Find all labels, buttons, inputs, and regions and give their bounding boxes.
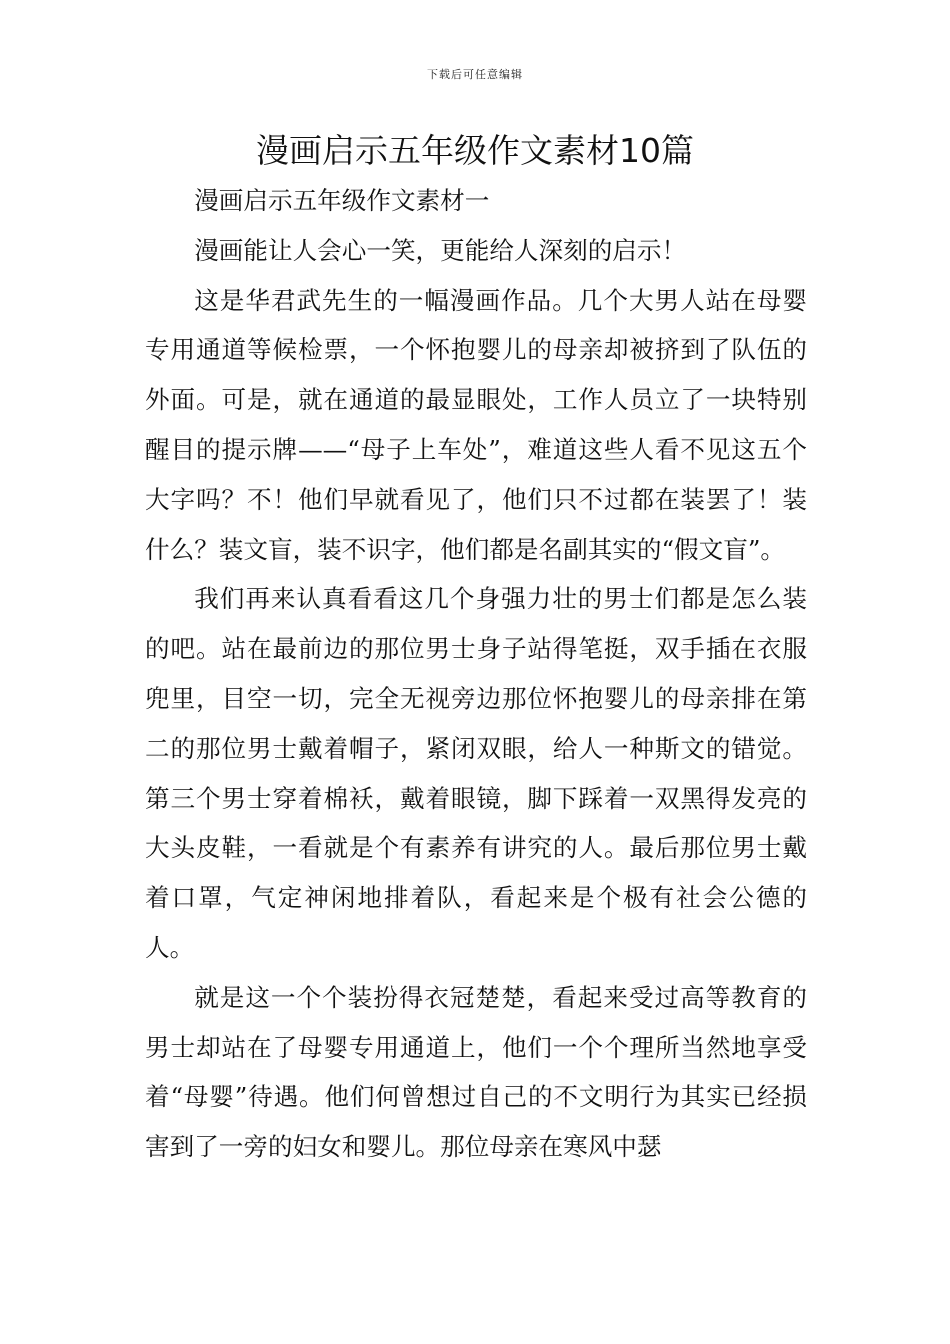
paragraph-4: 就是这一个个装扮得衣冠楚楚，看起来受过高等教育的男士却站在了母婴专用通道上，他们一个个理所当然地享受着“母婴”待遇。他们何曾想过自己的不文明行为其实已经损害到了一旁的妇女和婴儿。那位母亲在寒风中瑟 [145, 982, 807, 1162]
document-body [145, 176, 807, 1172]
header-note: 下载后可任意编辑 [427, 68, 523, 81]
paragraph-1: 漫画能让人会心一笑，更能给人深刻的启示！ [194, 235, 687, 265]
document-title: 漫画启示五年级作文素材10篇 [256, 131, 694, 170]
paragraph-3: 我们再来认真看看这几个身强力壮的男士们都是怎么装的吧。站在最前边的那位男士身子站得笔挺，双手插在衣服兜里，目空一切，完全无视旁边那位怀抱婴儿的母亲排在第二的那位男士戴着帽子，紧闭双眼，给人一种斯文的错觉。第三个男士穿着棉袄，戴着眼镜，脚下踩着一双黑得发亮的大头皮鞋，一看就是个有素养有讲究的人。最后那位男士戴着口罩，气定神闲地排着队，看起来是个极有社会公德的人。 [145, 584, 807, 962]
section-heading: 漫画启示五年级作文素材一 [194, 186, 490, 215]
paragraph-2: 这是华君武先生的一幅漫画作品。几个大男人站在母婴专用通道等候检票，一个怀抱婴儿的母亲却被挤到了队伍的外面。可是，就在通道的最显眼处，工作人员立了一块特别醒目的提示牌——“母子上车处”，难道这些人看不见这五个大字吗？不！他们早就看见了，他们只不过都在装罢了！装什么？装文盲，装不识字，他们都是名副其实的“假文盲”。 [145, 285, 807, 564]
